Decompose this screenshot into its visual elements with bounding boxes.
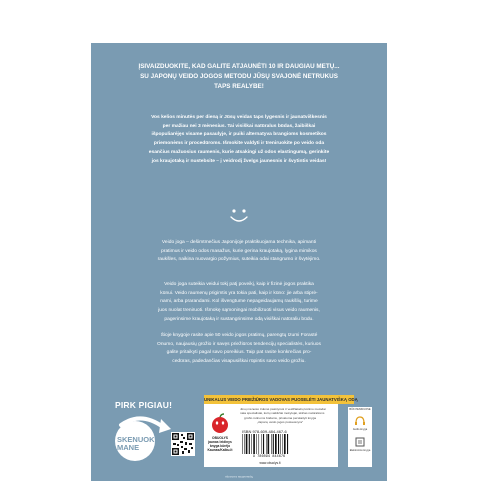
- qr-code[interactable]: [171, 432, 195, 456]
- intro-line: per mažiau nei 3 mėnesius. Tai visiškai natūralus būdas, žaibiškai: [162, 123, 316, 129]
- paragraph-line: pratimus ir veido odos masažus, kurie gerina kraujotaką, lygina mimikos: [161, 248, 317, 254]
- isbn-label: ISBN 978-609-484-467-6: [242, 429, 287, 434]
- printed-in-note: Spausdinta Lietuvoje: [225, 475, 253, 479]
- intro-line: esančius mažuosius raumenis, kurie atsakingi už odos elastingumą, gerinkite: [148, 149, 330, 155]
- barcode-bar: [266, 434, 267, 454]
- headline-line: ĮSIVAIZDUOKITE, KAD GALITE ATJAUNĖTI 10 IR DAUGIAU METŲ...: [138, 63, 340, 70]
- barcode-bar: [287, 434, 288, 454]
- barcode-bar: [249, 434, 250, 454]
- paragraph-line: pagerinsime kraujotaką ir sustangrinsime odą visiškai natūraliu būdu.: [164, 316, 314, 322]
- intro-line: Vos kelios minutės per dieną ir Jūsų veidas taps lygesnis ir jaunatviškesnis: [151, 115, 327, 120]
- blurb-line: Jūsų mėnesio trukmė pasinyrusi ir veidžiakelių kūrimo metodai: [240, 407, 326, 411]
- info-blurb: [240, 407, 326, 425]
- ebook-icon: [354, 437, 366, 447]
- smiley-icon: [224, 200, 254, 230]
- paragraph-line: cedūras, padedančias visapusiškai rūpintis savo veido grožiu.: [172, 359, 306, 365]
- scan-line: SKENUOK: [117, 435, 155, 444]
- barcode: [241, 434, 297, 454]
- barcode-bar: [262, 434, 263, 454]
- barcode-bar: [268, 434, 270, 454]
- intro-line: išpopuliarėjęs visame pasaulyje, ir puiki alternatyva brangioms kosmetikos: [151, 132, 327, 138]
- barcode-bar: [251, 434, 252, 454]
- paragraph-line: raukšles, naikina nuovargio požymius, suteikia odai stangrumo ir švytėjimo.: [157, 257, 321, 263]
- paragraph-line: kūnui. Veido raumenų prigimtis yra tokia pati, kaip ir kūno: jie arba stiprė-: [160, 290, 318, 296]
- paragraph-line: galite pritaikyti pagal savo poreikius. Taip pat rasite konkrečias pro-: [166, 350, 312, 356]
- info-box: [204, 395, 371, 467]
- paragraph-line: Veido joga – dešimtmečius Japonijoje praktikuojama technika, apimanti: [161, 240, 317, 245]
- headline: [109, 62, 369, 92]
- format-label: BŪK PENKIUOSE: [349, 408, 371, 411]
- headphones-icon: [354, 416, 366, 426]
- paragraph-poveikis: [105, 281, 373, 325]
- publisher-line: jaunas leidinys: [208, 440, 232, 444]
- headline-line: SU JAPONŲ VEIDO JOGOS METODU JŪSŲ SVAJONĖ NETRUKUS: [140, 73, 338, 80]
- intro-line: priemonėms ir procedūroms. Išmokite valdyti ir treniruokite po veido oda: [153, 141, 325, 147]
- barcode-bar: [246, 434, 248, 454]
- barcode-bar: [253, 434, 255, 454]
- website-label: www.obuolys.lt: [259, 461, 281, 465]
- paragraph-line: Šioje knygoje rasite apie 50 veido jogos pratimų, parengtų Izumi Forasté: [160, 333, 318, 338]
- paragraph-line: Veido joga suteikia veidui tokį patį poveikį, kaip ir fizinė jogos praktika: [164, 282, 314, 287]
- format-label: Audio knyga: [352, 428, 368, 431]
- paragraph-knygoje: [105, 332, 373, 367]
- barcode-bar: [242, 434, 243, 454]
- barcode-digits: 9 786094 844676: [252, 455, 286, 459]
- barcode-bar: [271, 434, 272, 454]
- barcode-bar: [263, 434, 264, 454]
- barcode-bar: [280, 434, 281, 454]
- paragraph-line: nami, arba prarandami. Kol išvengtume nepageidaujamų raukšlių, turime: [160, 299, 318, 305]
- scan-me-label: [117, 436, 157, 452]
- barcode-bar: [256, 434, 257, 454]
- barcode-bar: [278, 434, 279, 454]
- intro-text: [104, 114, 374, 166]
- barcode-bar: [275, 434, 277, 454]
- paragraph-line: juos nuolat treniruoti. Išmokę sąmoningai mobilizuoti visus veido raumenis,: [158, 308, 320, 314]
- barcode-bar: [283, 434, 284, 454]
- paragraph-line: Onumo, naujausių grožio ir savęs priežiūros tendencijų specialistės, kuriuos: [157, 341, 321, 347]
- info-banner: UNIKALUS VEIDO PRIEŽIŪROS VADOVAS PUOSELĖTI JAUNATVIŠKĄ ODĄ: [204, 397, 358, 402]
- barcode-bar: [259, 434, 260, 454]
- barcode-bar: [244, 434, 245, 454]
- blurb-line: „Japonų veido jogos pusiausvyra": [256, 420, 304, 425]
- publisher-line: Kaunas/Kalbu.lt: [207, 448, 233, 452]
- format-label: Elektroninė knyga: [349, 449, 371, 452]
- format-column: [348, 407, 372, 467]
- publisher-name: [206, 436, 234, 452]
- publisher-line: knyga kūrėjo: [209, 444, 231, 448]
- blurb-line: grožio rutinoms būdams, privaloma perskaityti knyga: [243, 415, 317, 420]
- book-back-cover: [91, 43, 387, 481]
- intro-line: jos kraujotaką ir nustebsite – į veidrodį žvelgs jaunesnis ir švytintis veidas!: [151, 158, 327, 164]
- apple-logo-icon: [209, 412, 231, 434]
- blurb-line: nata specialistai, kurių vaikščiai mokytojai, skirtas natūralioms: [240, 411, 325, 416]
- paragraph-veido-joga: [105, 239, 373, 265]
- buy-cheaper-label: PIRK PIGIAU!: [115, 400, 173, 410]
- barcode-bar: [273, 434, 274, 454]
- barcode-bar: [284, 434, 286, 454]
- scan-line: MANE: [117, 443, 140, 452]
- headline-line: TAPS REALYBE!: [214, 83, 264, 90]
- publisher-line: OBUOLYS: [212, 436, 228, 440]
